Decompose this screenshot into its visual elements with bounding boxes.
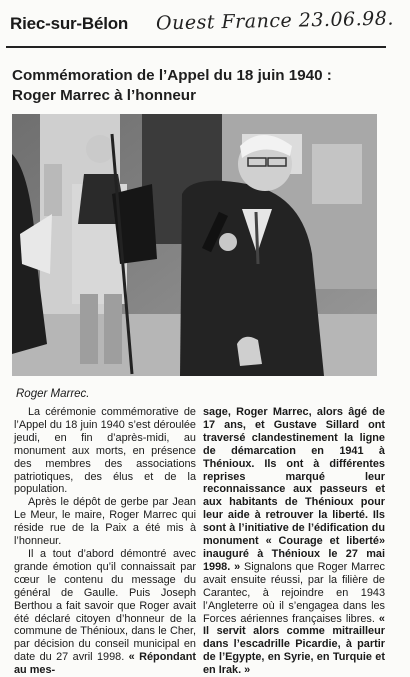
quote-start: « Répondant au mes- bbox=[14, 651, 196, 677]
paragraph-text: Signalons que Roger Marrec avait ensuite réussi, par la filière de Carantec, à rejoindre en 1943 l’Angleterre où il s’engagea dans les Forces aériennes françaises libres. bbox=[203, 560, 385, 625]
page-header bbox=[6, 6, 404, 46]
paragraph-text: Il a tout d’abord démontré avec grande émotion qu’il connaissait par cœur le contenu du message du général de Gaulle. Puis Joseph Berthou a fait savoir que Roger avait été déclaré citoyen d’honneur de la commune de Thénioux, dans le Cher, par décision du conseil municipal en date du 27 avril 1998. bbox=[14, 547, 196, 664]
paragraph bbox=[203, 406, 385, 677]
quote-end: « Il servit alors comme mitrailleur dans l’escadrille Picardie, à partir de l’Egypte, en Syrie, en Turquie et en Irak. » bbox=[203, 612, 385, 677]
header-rule bbox=[6, 46, 386, 48]
headline-line-2: Roger Marrec à l’honneur bbox=[12, 87, 196, 104]
town-name: Riec-sur-Bélon bbox=[10, 14, 129, 33]
headline-line-1: Commémoration de l’Appel du 18 juin 1940 : bbox=[12, 67, 332, 84]
photo-caption: Roger Marrec. bbox=[16, 388, 90, 400]
article-headline bbox=[12, 66, 402, 106]
photo-illustration bbox=[12, 114, 377, 376]
quote-body: sage, Roger Marrec, alors âgé de 17 ans, et Gustave Sillard ont traversé clandestinement la ligne de démarcation en 1941 à Thénioux. Ils ont à différentes reprises marqué leur reconnaissance aux passeurs et aux habitants de Thénioux pour leur aide à retrouver la liberté. Ils sont à l’initiative de l’édification du monument « Courage et liberté» inauguré à Thénioux le 27 mai 1998. » bbox=[203, 406, 385, 573]
handwritten-note: Ouest France 23.06.98. bbox=[155, 7, 395, 35]
paragraph: Après le dépôt de gerbe par Jean Le Meur, le maire, Roger Marrec qui réside rue de la Paix a été mis à l’honneur. bbox=[14, 496, 196, 548]
paragraph: La cérémonie commémorative de l’Appel du 18 juin 1940 s’est déroulée jeudi, en fin d’après-midi, au monument aux morts, en présence des membres des associations patriotiques, des élus et de la population. bbox=[14, 406, 196, 496]
article-photo bbox=[12, 114, 377, 376]
article-column-left bbox=[14, 406, 196, 677]
article-column-right bbox=[203, 406, 385, 677]
paragraph bbox=[14, 548, 196, 677]
